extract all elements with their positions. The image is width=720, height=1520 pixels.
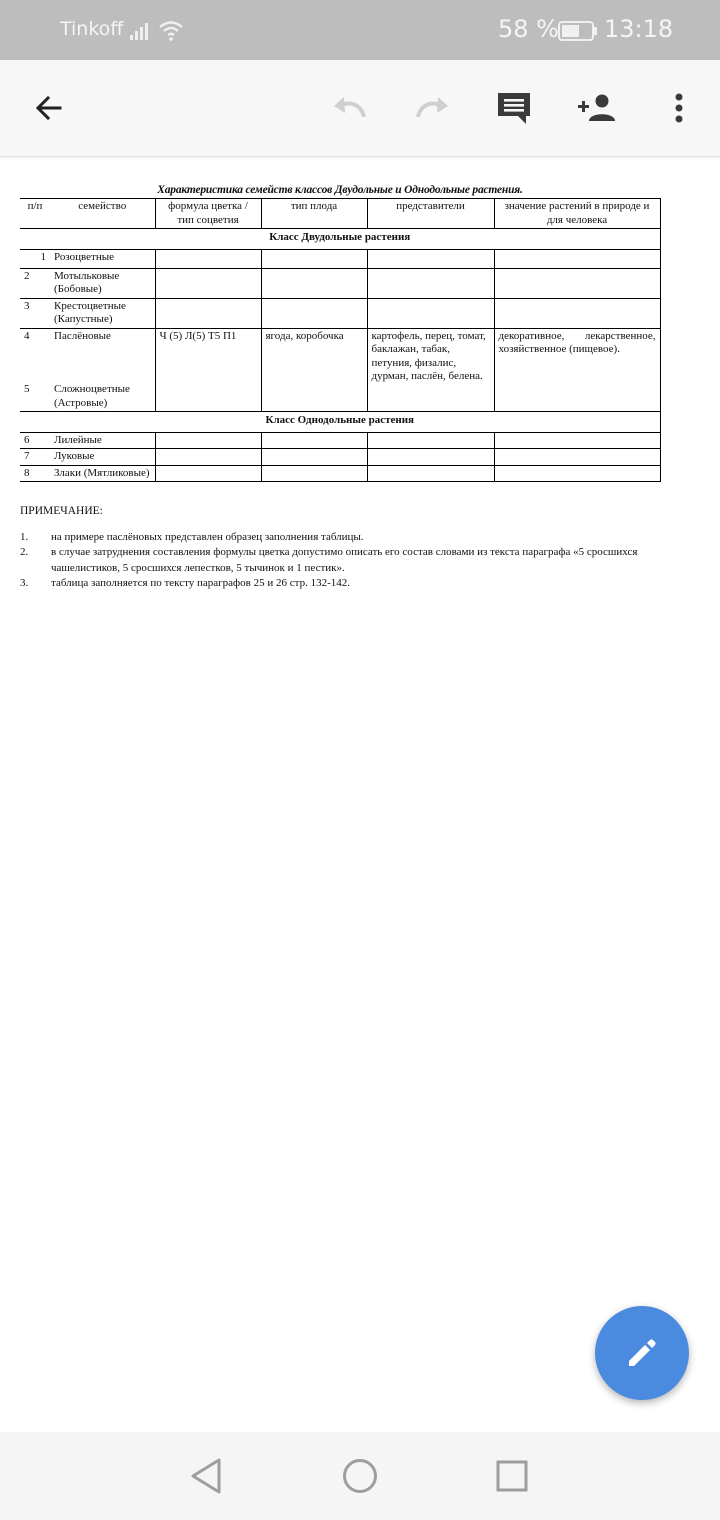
table-cell — [367, 268, 494, 298]
nav-recents-button[interactable] — [490, 1454, 534, 1498]
undo-icon — [330, 93, 370, 123]
fruit-cell: ягода, коробочка — [261, 328, 367, 412]
table-cell — [261, 268, 367, 298]
table-cell — [367, 432, 494, 449]
table-row — [20, 432, 660, 449]
family-cell: Луковые — [50, 449, 155, 466]
note-text: в случае затруднения составления формулы цветка допустимо описать его состав словами из текста параграфа «5 сросшихся чашелистиков, 5 сросшихся лепестков, 5 тычинок и 1 пестик». — [51, 546, 638, 574]
note-number: 1. — [20, 530, 29, 543]
table-cell — [494, 449, 660, 466]
family-cell: Мотыльковые (Бобовые) — [50, 268, 155, 298]
comment-icon — [496, 90, 532, 126]
edit-fab-button[interactable] — [595, 1306, 689, 1400]
table-row — [20, 328, 660, 412]
wifi-icon — [158, 18, 184, 42]
share-button[interactable] — [568, 80, 624, 136]
families-table — [20, 198, 661, 482]
table-cell — [261, 249, 367, 268]
battery-icon — [558, 20, 598, 42]
section-title: Класс Двудольные растения — [20, 229, 660, 250]
table-cell — [155, 249, 261, 268]
value-cell: декоративное, лекарственное, хозяйственное (пищевое). — [494, 328, 660, 412]
table-row — [20, 465, 660, 482]
header-cell: тип плода — [261, 199, 367, 229]
header-cell: семейство — [50, 199, 155, 229]
more-options-button[interactable] — [651, 80, 707, 136]
table-row — [20, 449, 660, 466]
row-number: 5 — [24, 383, 30, 395]
family-cell-group — [50, 328, 155, 412]
app-toolbar — [0, 60, 720, 157]
formula-cell: Ч (5) Л(5) Т5 П1 — [155, 328, 261, 412]
clock: 13:18 — [604, 15, 674, 43]
note-item — [20, 530, 700, 546]
table-cell — [155, 268, 261, 298]
carrier-name: Tinkoff — [60, 18, 124, 40]
back-button[interactable] — [20, 80, 76, 136]
more-vert-icon — [674, 92, 684, 124]
arrow-left-icon — [32, 92, 64, 124]
section-row — [20, 412, 660, 433]
document-title: Характеристика семейств классов Двудольные и Однодольные растения. — [157, 184, 523, 196]
table-cell — [261, 449, 367, 466]
table-cell — [155, 449, 261, 466]
nav-home-button[interactable] — [338, 1454, 382, 1498]
note-number: 2. — [20, 546, 29, 558]
table-cell — [494, 298, 660, 328]
row-number: 2 — [20, 268, 50, 298]
table-cell — [367, 465, 494, 482]
nav-back-button[interactable] — [184, 1454, 228, 1498]
table-header-row — [20, 199, 660, 229]
note-item — [20, 576, 700, 592]
document-page — [20, 184, 700, 592]
table-row — [20, 249, 660, 268]
note-text: на примере паслёновых представлен образец заполнения таблицы. — [51, 530, 364, 543]
section-title: Класс Однодольные растения — [20, 412, 660, 433]
table-cell — [494, 432, 660, 449]
table-cell — [494, 465, 660, 482]
table-cell — [155, 298, 261, 328]
comment-button[interactable] — [486, 80, 542, 136]
notes-section — [20, 504, 700, 592]
header-cell: п/п — [20, 199, 50, 229]
person-add-icon — [576, 92, 616, 124]
row-number: 1 — [20, 249, 50, 268]
header-cell: формула цветка / тип соцветия — [155, 199, 261, 229]
note-number: 3. — [20, 577, 29, 589]
row-number: 8 — [20, 465, 50, 482]
status-bar — [0, 0, 720, 60]
header-cell: представители — [367, 199, 494, 229]
circle-home-icon — [341, 1457, 379, 1495]
table-cell — [367, 298, 494, 328]
row-number: 4 — [24, 329, 30, 342]
redo-icon — [412, 93, 452, 123]
signal-icon — [128, 18, 154, 42]
table-cell — [494, 268, 660, 298]
table-cell — [155, 432, 261, 449]
table-cell — [261, 465, 367, 482]
row-number: 3 — [20, 298, 50, 328]
table-cell — [494, 249, 660, 268]
battery-percent: 58 % — [498, 15, 559, 43]
square-recents-icon — [495, 1459, 529, 1493]
undo-button[interactable] — [322, 80, 378, 136]
table-cell — [261, 432, 367, 449]
note-text: таблица заполняется по тексту параграфов 25 и 26 стр. 132-142. — [51, 577, 350, 589]
table-row — [20, 268, 660, 298]
family-cell: Розоцветные — [50, 249, 155, 268]
header-cell: значение растений в природе и для человека — [494, 199, 660, 229]
note-item — [20, 545, 700, 576]
table-cell — [155, 465, 261, 482]
table-cell — [367, 449, 494, 466]
representatives-cell: картофель, перец, томат, баклажан, табак, петуния, физалис, дурман, паслён, белена. — [367, 328, 494, 412]
system-nav-bar — [0, 1432, 720, 1520]
family-cell: Злаки (Мятликовые) — [50, 465, 155, 482]
notes-header: ПРИМЕЧАНИЕ: — [20, 505, 103, 517]
pencil-edit-icon — [625, 1336, 659, 1370]
triangle-back-icon — [188, 1457, 224, 1495]
family-cell: Сложноцветные (Астровые) — [54, 383, 130, 409]
row-number: 7 — [20, 449, 50, 466]
row-number-group — [20, 328, 50, 412]
family-cell: Крестоцветные (Капустные) — [50, 298, 155, 328]
table-cell — [367, 249, 494, 268]
family-cell: Паслёновые — [54, 329, 111, 342]
section-row — [20, 229, 660, 250]
table-cell — [261, 298, 367, 328]
row-number: 6 — [20, 432, 50, 449]
redo-button[interactable] — [404, 80, 460, 136]
family-cell: Лилейные — [50, 432, 155, 449]
table-row — [20, 298, 660, 328]
